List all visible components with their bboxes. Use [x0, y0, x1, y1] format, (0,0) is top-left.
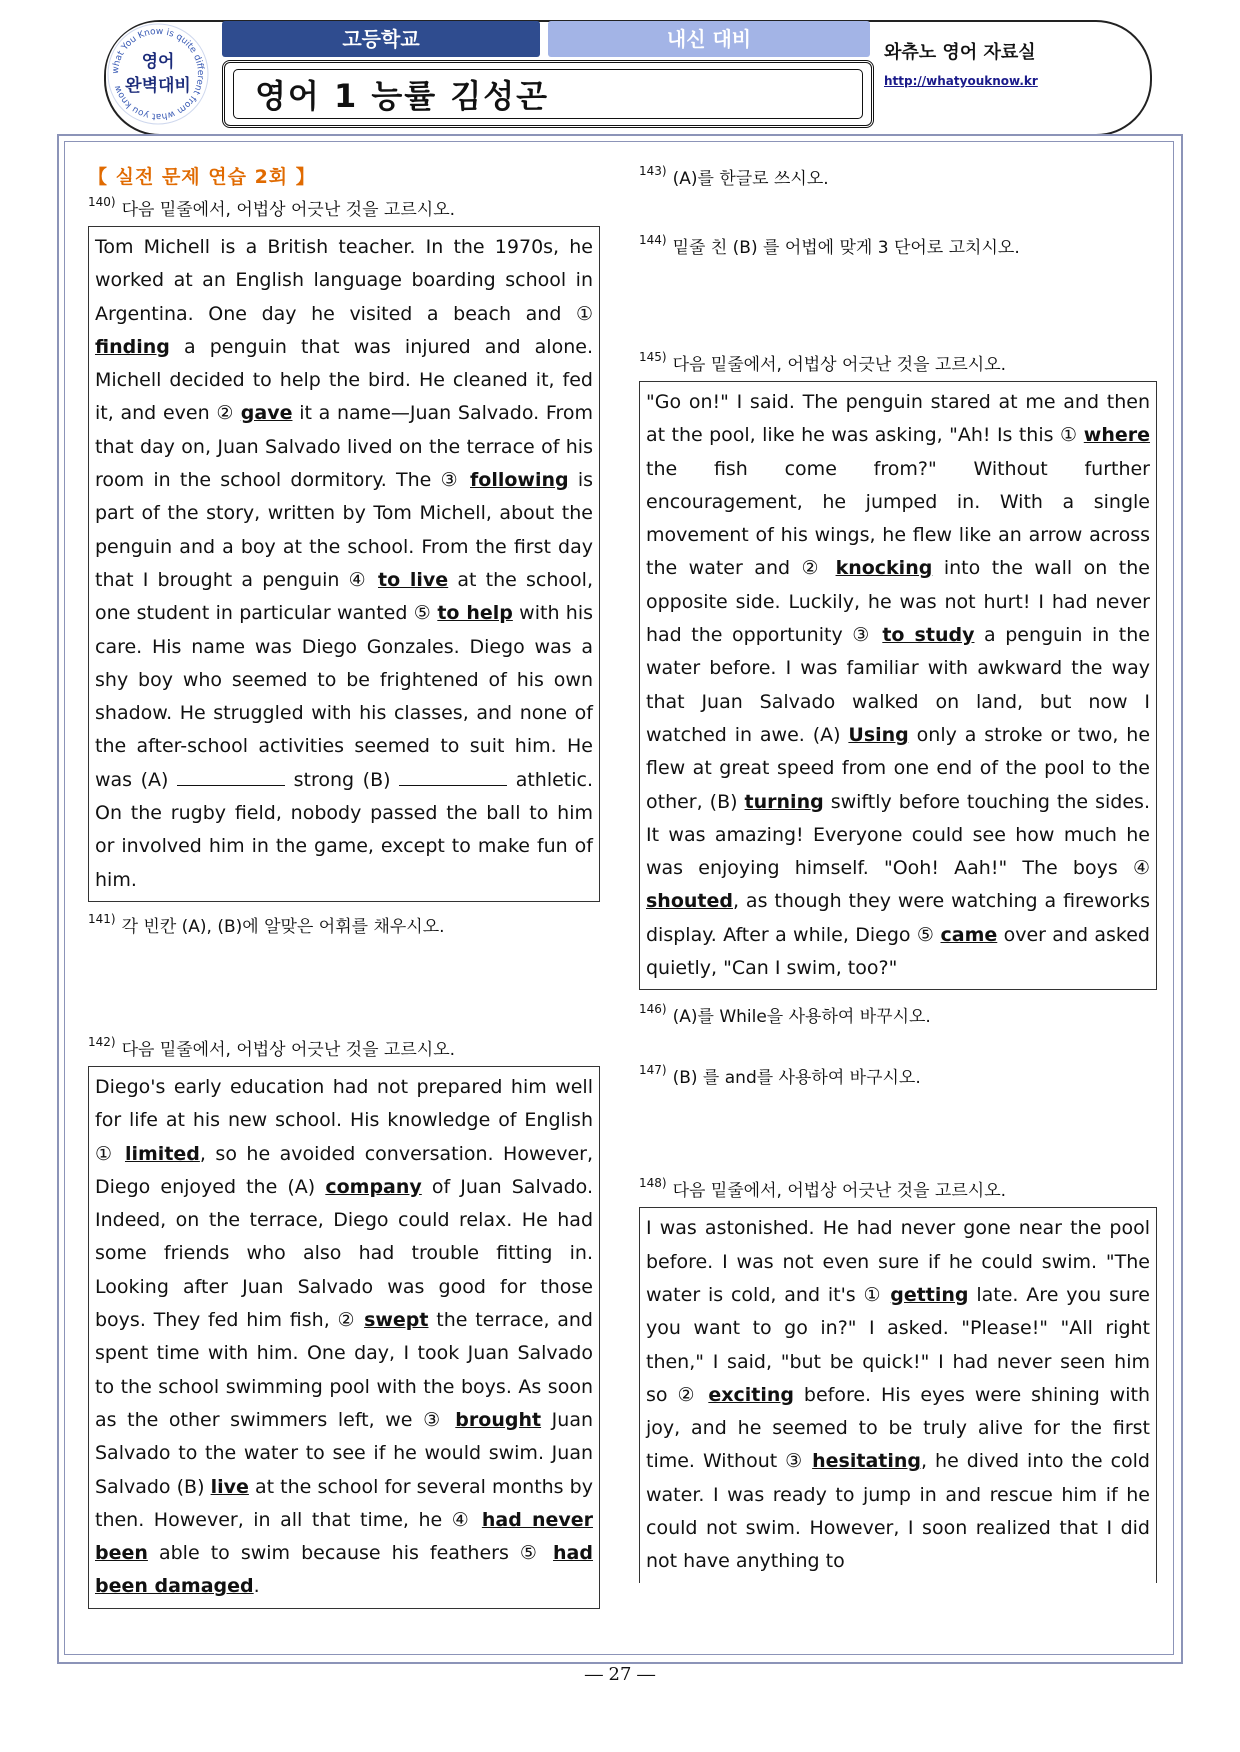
passage-text: .: [253, 1575, 260, 1598]
underlined-choice: following: [470, 469, 569, 492]
underlined-choice: came: [940, 923, 998, 946]
question-text: 다음 밑줄에서, 어법상 어긋난 것을 고르시오.: [672, 355, 1007, 375]
passage-142: [88, 1066, 600, 1609]
passage-text: is part of the story, written by Tom Michell, about the penguin and a boy at the school. From the first day that I brought a penguin ④: [95, 469, 593, 591]
question-number: 142): [88, 1034, 116, 1049]
question-text: (A)를 While을 사용하여 바꾸시오.: [672, 1007, 931, 1028]
question-145: [639, 350, 1157, 375]
passage-text: Juan Salvado to the water to see if he would swim. Juan Salvado (B): [95, 1408, 594, 1498]
question-140: [88, 195, 600, 220]
passage-text: the fish come from?" Without further encouragement, he jumped in. With a single movement of his wings, he flew like an arrow across the water and ②: [646, 457, 1150, 580]
underlined-choice: hesitating: [812, 1450, 922, 1473]
question-146: [639, 1002, 1157, 1027]
passage-text: strong (B): [293, 768, 391, 791]
passage-text: of Juan Salvado. Indeed, on the terrace, Diego could relax. He had some friends who also had trouble fitting in. Looking after Juan Salvado was good for those boys. They fed him fish, ②: [95, 1175, 593, 1332]
question-143: [639, 164, 1157, 189]
page-number: ― 27 ―: [584, 1664, 656, 1685]
question-142: [88, 1035, 600, 1060]
underlined-choice: exciting: [708, 1383, 794, 1406]
passage-145: [639, 381, 1157, 990]
passage-text: swiftly before touching the sides. It was amazing! Everyone could see how much he was enjoying himself. "Ooh! Aah!" The boys ④: [646, 790, 1150, 880]
title-box: [222, 60, 874, 128]
passage-text: into the wall on the opposite side. Luckily, he was not hurt! I had never had the opportunity ③: [646, 557, 1150, 647]
passage-text: athletic. On the rugby field, nobody passed the ball to him or involved him in the game, except to make fun of him.: [95, 768, 594, 891]
underlined-choice: had been damaged: [95, 1542, 593, 1598]
passage-text: I was astonished. He had never gone near the pool before. I was not even sure if he could swim. "The water is cold, and it's ①: [646, 1217, 1150, 1306]
question-text: 다음 밑줄에서, 어법상 어긋난 것을 고르시오.: [121, 1039, 456, 1060]
question-text: 다음 밑줄에서, 어법상 어긋난 것을 고르시오.: [672, 1181, 1007, 1202]
question-text: (B) 를 and를 사용하여 바구시오.: [672, 1068, 921, 1089]
question-text: 각 빈칸 (A), (B)에 알맞은 어휘를 채우시오.: [121, 916, 445, 937]
logo-text: 영어 완벽대비: [125, 52, 191, 96]
passage-text: , so he avoided conversation. However, Diego enjoyed the (A): [95, 1142, 593, 1198]
question-147: [639, 1063, 1157, 1088]
question-number: 145): [639, 350, 667, 364]
question-number: 147): [639, 1063, 667, 1078]
passage-148: [639, 1207, 1157, 1582]
passage-text: , as though they were watching a fireworks display. After a while, Diego ⑤: [646, 890, 1150, 946]
passage-text: over and asked quietly, "Can I swim, too?": [646, 923, 1150, 980]
question-text: (A)를 한글로 쓰시오.: [672, 169, 829, 189]
underlined-choice: to study: [882, 624, 975, 647]
passage-text: with his care. His name was Diego Gonzales. Diego was a shy boy who seemed to be frightened of his own shadow. He struggled with his classes, and none of the after-school activities seemed to suit him. He was (A): [95, 602, 594, 791]
underlined-choice: where: [1083, 424, 1151, 447]
underlined-choice: brought: [455, 1408, 542, 1431]
blank-b: [399, 767, 507, 786]
question-number: 146): [639, 1002, 667, 1017]
logo: [106, 22, 210, 126]
passage-text: at the school for several months by then. However, in all that time, he ④: [95, 1475, 593, 1531]
site-name: 와츄노 영어 자료실: [884, 42, 1036, 63]
page-title: 영어 1 능률 김성곤: [255, 77, 550, 115]
passage-text: able to swim because his feathers ⑤: [158, 1542, 542, 1565]
underlined-choice: turning: [744, 790, 824, 813]
question-text: 다음 밑줄에서, 어법상 어긋난 것을 고르시오.: [121, 200, 456, 220]
passage-140: [88, 226, 600, 902]
underlined-choice: swept: [364, 1309, 429, 1332]
passage-text: only a stroke or two, he flew at great speed from one end of the pool to the other, (B): [646, 723, 1151, 813]
underlined-choice: to live: [378, 568, 449, 591]
question-number: 143): [639, 164, 667, 178]
logo-ring-text: what You Know is quite different from what you know: [110, 26, 206, 122]
section-title: 【 실전 문제 연습 2회 】: [88, 166, 316, 188]
passage-text: before. His eyes were shining with joy, and he seemed to be truly alive for the first time. Without ③: [646, 1383, 1150, 1473]
passage-text: a penguin in the water before. I was familiar with awkward the way that Juan Salvado walked on land, but now I watched in awe. (A): [646, 624, 1150, 746]
underlined-choice: live: [210, 1475, 249, 1498]
left-column: [88, 158, 600, 1609]
underlined-choice: finding: [95, 335, 170, 358]
question-144: [639, 233, 1157, 258]
underlined-choice: Using: [848, 723, 909, 746]
underlined-choice: had never been: [95, 1508, 593, 1565]
right-column: [639, 158, 1157, 1583]
question-number: 148): [639, 1176, 667, 1191]
question-number: 141): [88, 911, 116, 926]
question-number: 144): [639, 233, 667, 247]
underlined-choice: getting: [890, 1283, 969, 1306]
school-badge: 고등학교: [222, 21, 540, 57]
underlined-choice: gave: [240, 402, 293, 425]
underlined-choice: shouted: [646, 890, 733, 913]
question-148: [639, 1176, 1157, 1201]
site-url-link[interactable]: http://whatyouknow.kr: [884, 74, 1038, 88]
underlined-choice: company: [325, 1175, 422, 1198]
underlined-choice: knocking: [835, 557, 933, 580]
question-141: [88, 912, 600, 937]
passage-text: it a name—Juan Salvado. From that day on, Juan Salvado lived on the terrace of his room in the school dormitory. The ③: [95, 402, 593, 492]
passage-text: , he dived into the cold water. I was ready to jump in and rescue him if he could not swim. However, I soon realized that I did not have anything to: [646, 1450, 1150, 1573]
passage-text: Diego's early education had not prepared him well for life at his new school. His knowledge of English ①: [95, 1075, 593, 1165]
passage-text: "Go on!" I said. The penguin stared at me and then at the pool, like he was asking, "Ah! Is this ①: [646, 391, 1150, 447]
passage-text: a penguin that was injured and alone. Michell decided to help the bird. He cleaned it, fed it, and even ②: [95, 335, 593, 425]
passage-text: the terrace, and spent time with him. One day, I took Juan Salvado to the school swimming pool with the boys. As soon as the other swimmers left, we ③: [95, 1309, 593, 1431]
passage-text: Tom Michell is a British teacher. In the 1970s, he worked at an English language boarding school in Argentina. One day he visited a beach and ①: [95, 236, 593, 325]
passage-text: late. Are you sure you want to go in?" I asked. "Please!" "All right then," I said, "but be quick!" I had never seen him so ②: [646, 1283, 1150, 1406]
underlined-choice: to help: [437, 602, 513, 625]
passage-text: at the school, one student in particular wanted ⑤: [95, 568, 593, 625]
prep-badge: 내신 대비: [548, 21, 870, 57]
blank-a: [177, 767, 285, 786]
question-number: 140): [88, 195, 116, 209]
question-text: 밑줄 친 (B) 를 어법에 맞게 3 단어로 고치시오.: [672, 238, 1020, 258]
underlined-choice: limited: [124, 1142, 200, 1165]
